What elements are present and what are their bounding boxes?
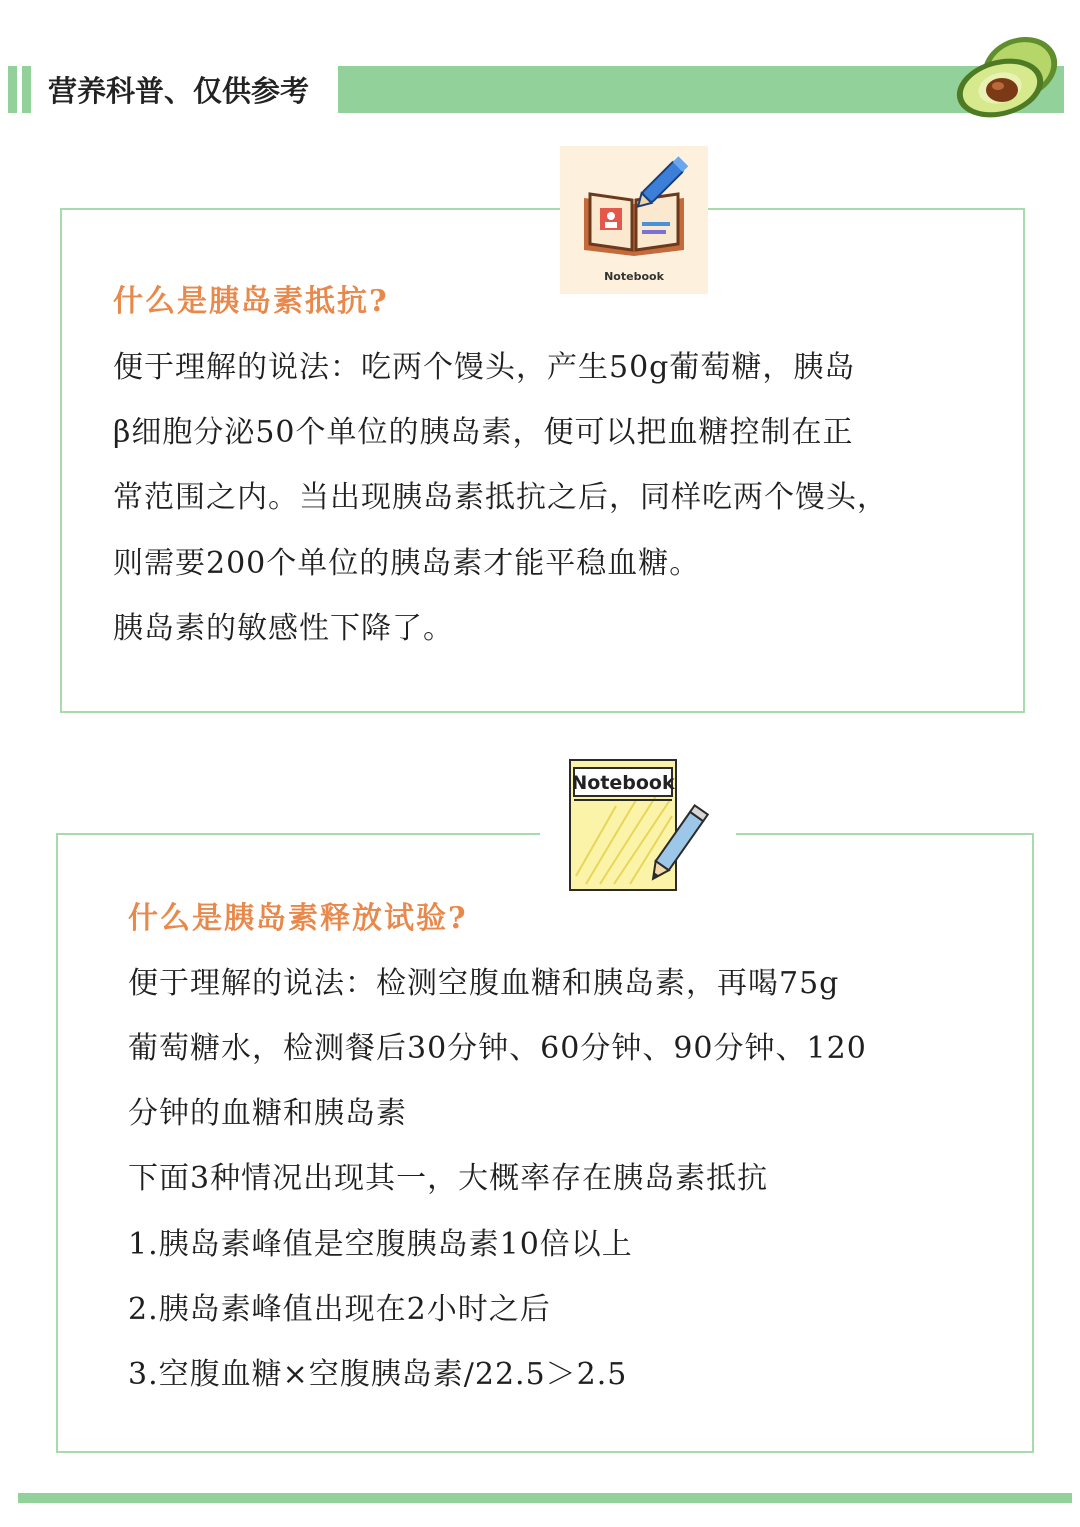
body-line: 常范围之内。当出现胰岛素抵抗之后，同样吃两个馒头， xyxy=(113,480,888,515)
body-line: 下面3种情况出现其一，大概率存在胰岛素抵抗 xyxy=(128,1161,769,1196)
section-title: 什么是胰岛素抵抗? xyxy=(113,284,389,319)
body-line: 则需要200个单位的胰岛素才能平稳血糖。 xyxy=(113,546,701,581)
header-stripe xyxy=(22,66,31,113)
notebook-caption: Notebook xyxy=(604,270,664,283)
notebook-caption: Notebook xyxy=(571,772,675,794)
body-line: 分钟的血糖和胰岛素 xyxy=(128,1096,407,1131)
notebook-pen-icon xyxy=(560,146,708,294)
body-line: 葡萄糖水，检测餐后30分钟、60分钟、90分钟、120 xyxy=(128,1031,867,1066)
list-item: 3.空腹血糖×空腹胰岛素/22.5＞2.5 xyxy=(128,1357,628,1392)
list-item: 2.胰岛素峰值出现在2小时之后 xyxy=(128,1292,551,1327)
notepad-pencil-icon xyxy=(556,756,720,896)
body-line: 胰岛素的敏感性下降了。 xyxy=(113,611,454,646)
list-item: 1.胰岛素峰值是空腹胰岛素10倍以上 xyxy=(128,1227,633,1262)
body-line: 便于理解的说法：检测空腹血糖和胰岛素，再喝75g xyxy=(128,966,840,1001)
section-title: 什么是胰岛素释放试验? xyxy=(128,901,468,936)
avocado-icon xyxy=(950,28,1068,120)
header-stripe xyxy=(8,66,17,113)
body-line: 便于理解的说法：吃两个馒头，产生50g葡萄糖，胰岛 xyxy=(113,350,856,385)
footer-bar xyxy=(18,1493,1072,1503)
header-label: 营养科普、仅供参考 xyxy=(38,66,338,113)
body-line: β细胞分泌50个单位的胰岛素，便可以把血糖控制在正 xyxy=(113,415,854,450)
